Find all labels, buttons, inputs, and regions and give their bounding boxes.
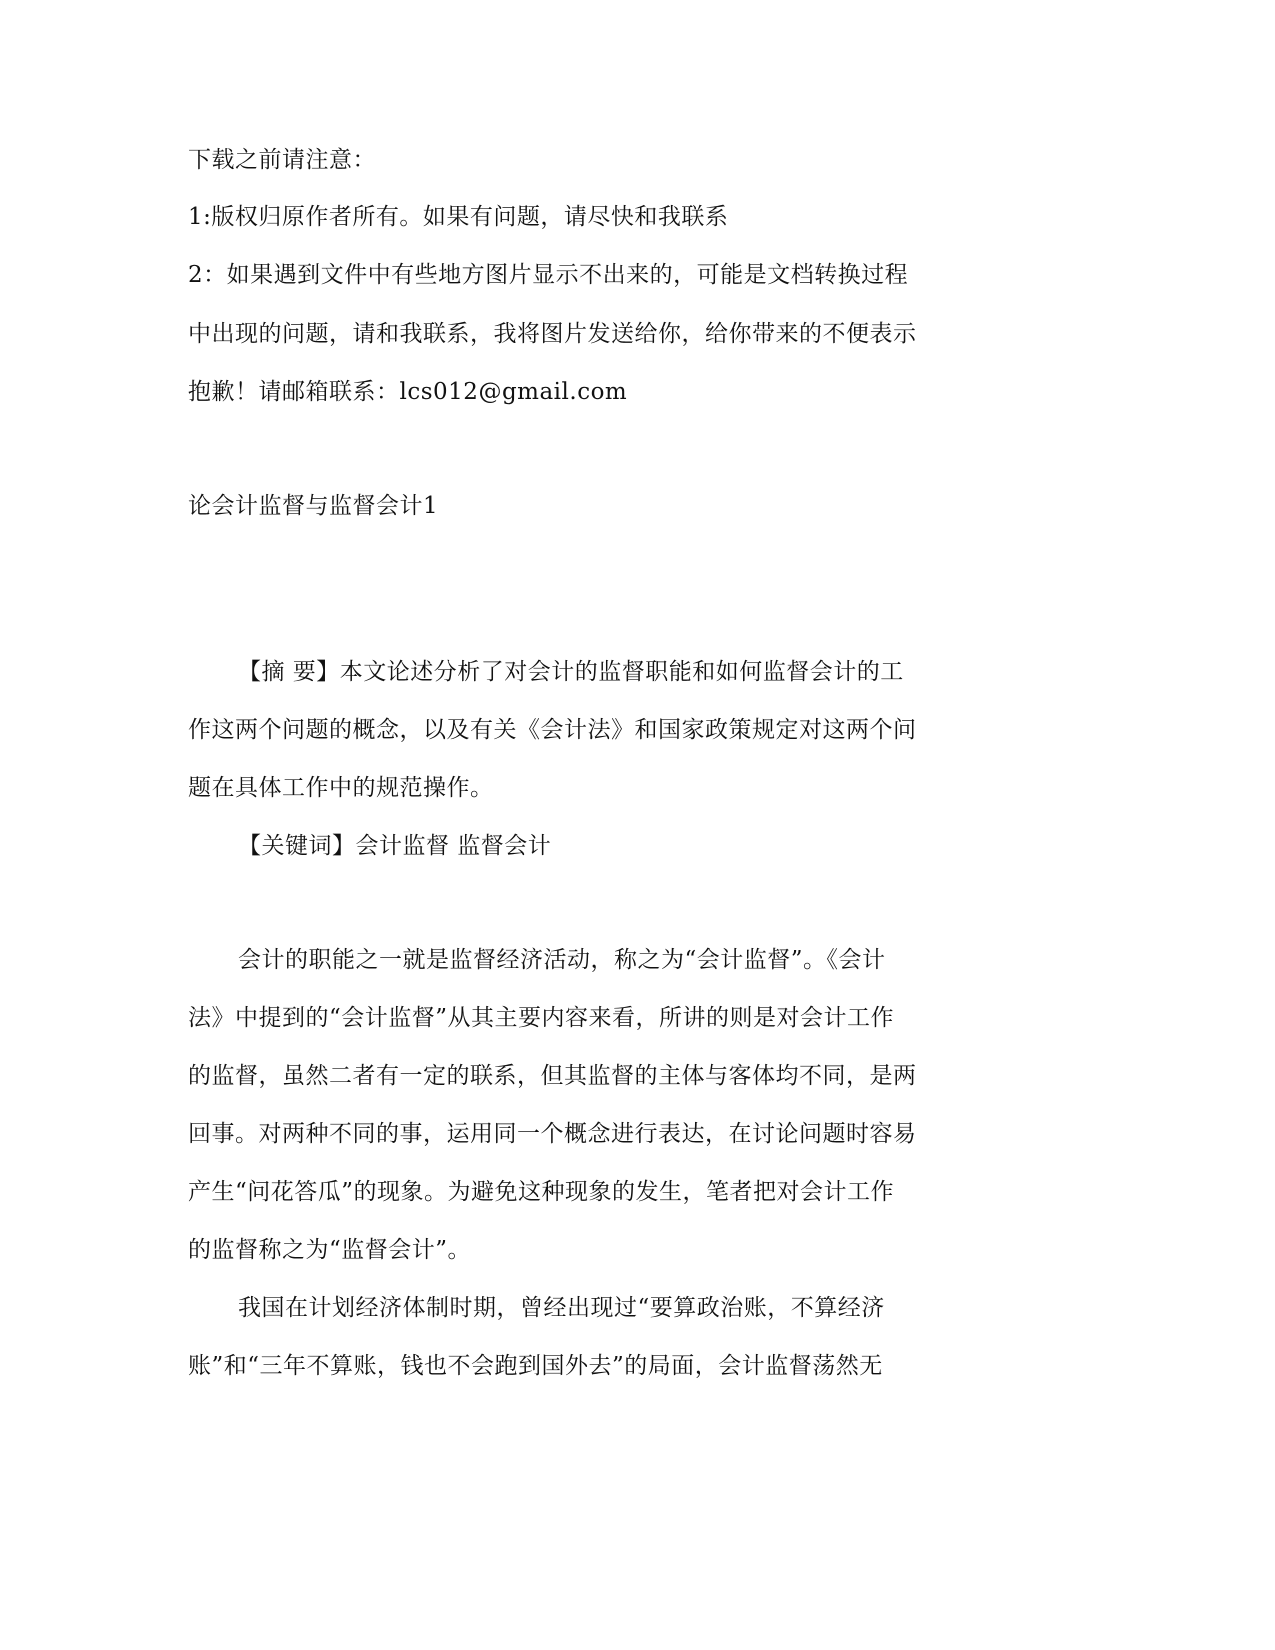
abstract-line-3: 题在具体工作中的规范操作。 <box>188 775 494 801</box>
notice-heading: 下载之前请注意： <box>188 147 376 173</box>
notice-item-2-line-2: 中出现的问题，请和我联系，我将图片发送给你，给你带来的不便表示 <box>188 321 917 347</box>
abstract-line-2: 作这两个问题的概念，以及有关《会计法》和国家政策规定对这两个问 <box>188 717 917 743</box>
article-title: 论会计监督与监督会计1 <box>188 493 439 519</box>
paragraph-2-line-1: 我国在计划经济体制时期，曾经出现过“要算政治账，不算经济 <box>238 1295 885 1321</box>
paragraph-1-line-3: 的监督，虽然二者有一定的联系，但其监督的主体与客体均不同，是两 <box>188 1063 917 1089</box>
notice-item-2-line-3: 抱歉！请邮箱联系：lcs012@gmail.com <box>188 379 628 405</box>
paragraph-1-line-2: 法》中提到的“会计监督”从其主要内容来看，所讲的则是对会计工作 <box>188 1005 895 1031</box>
paragraph-1-line-6: 的监督称之为“监督会计”。 <box>188 1237 472 1263</box>
notice-item-1: 1:版权归原作者所有。如果有问题，请尽快和我联系 <box>188 204 729 230</box>
paragraph-1-line-1: 会计的职能之一就是监督经济活动，称之为“会计监督”。《会计 <box>238 947 886 973</box>
keywords: 【关键词】会计监督 监督会计 <box>238 833 552 859</box>
paragraph-1-line-5: 产生“问花答瓜”的现象。为避免这种现象的发生，笔者把对会计工作 <box>188 1179 895 1205</box>
paragraph-2-line-2: 账”和“三年不算账，钱也不会跑到国外去”的局面，会计监督荡然无 <box>188 1353 883 1379</box>
notice-item-2-line-1: 2：如果遇到文件中有些地方图片显示不出来的，可能是文档转换过程 <box>188 262 909 288</box>
abstract-line-1: 【摘 要】本文论述分析了对会计的监督职能和如何监督会计的工 <box>238 659 904 685</box>
paragraph-1-line-4: 回事。对两种不同的事，运用同一个概念进行表达，在讨论问题时容易 <box>188 1121 917 1147</box>
